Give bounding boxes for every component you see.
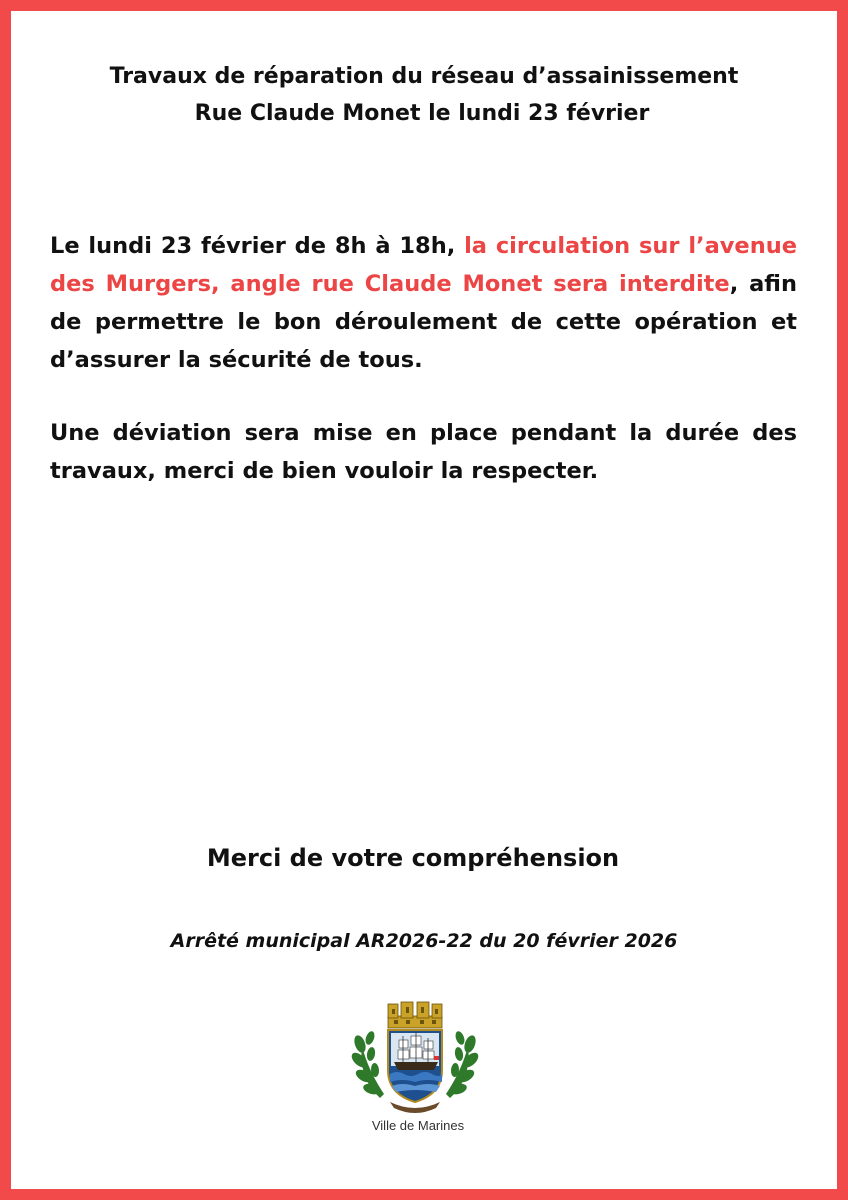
crown-icon bbox=[388, 1002, 442, 1028]
closure-intro: Le lundi 23 février de 8h à 18h, bbox=[50, 233, 465, 259]
closure-paragraph bbox=[50, 227, 797, 379]
decree-reference: Arrêté municipal AR2026-22 du 20 février 2026 bbox=[170, 930, 678, 952]
title-line-1: Travaux de réparation du réseau d’assainissement bbox=[109, 64, 739, 89]
thanks-text: Merci de votre compréhension bbox=[206, 844, 620, 872]
detour-paragraph: Une déviation sera mise en place pendant la durée des travaux, merci de bien vouloir la respecter. bbox=[50, 420, 797, 484]
title-line-2: Rue Claude Monet le lundi 23 février bbox=[194, 101, 650, 126]
notice-title bbox=[60, 58, 788, 132]
closure-highlight: la circulation sur l’avenue des Murgers, angle rue Claude Monet sera interdite bbox=[50, 233, 797, 297]
logo-label: Ville de Marines bbox=[371, 1118, 465, 1133]
ville-de-marines-crest-icon bbox=[350, 998, 480, 1118]
closure-rest: , afin de permettre le bon déroulement de cette opération et d’assurer la sécurité de tous. bbox=[50, 271, 797, 373]
